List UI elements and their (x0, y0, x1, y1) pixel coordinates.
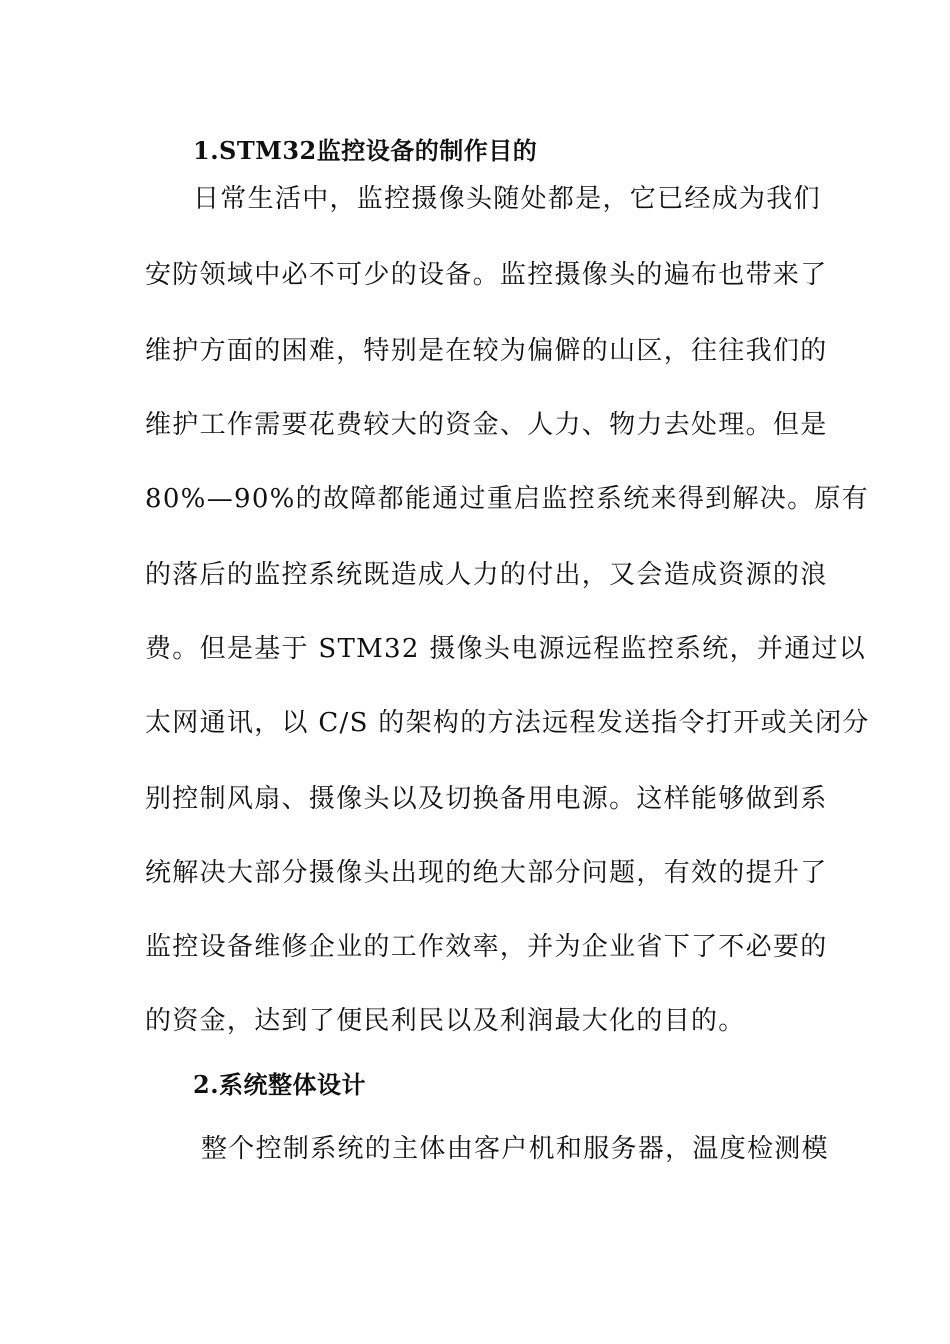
paragraph-line: 统解决大部分摄像头出现的绝大部分问题，有效的提升了 (145, 858, 828, 888)
paragraph-line: 日常生活中，监控摄像头随处都是，它已经成为我们 (193, 184, 821, 214)
section-heading: 2.系统整体设计 (193, 1070, 367, 1099)
paragraph-line: 维护方面的困难，特别是在较为偏僻的山区，往往我们的 (145, 336, 828, 366)
paragraph-line: 太网通讯，以 C/S 的架构的方法远程发送指令打开或关闭分 (145, 708, 870, 738)
paragraph-line: 安防领域中必不可少的设备。监控摄像头的遍布也带来了 (145, 260, 828, 290)
paragraph-line: 的落后的监控系统既造成人力的付出，又会造成资源的浪 (145, 560, 828, 590)
paragraph-line: 的资金，达到了便民利民以及利润最大化的目的。 (145, 1006, 746, 1036)
paragraph-line: 维护工作需要花费较大的资金、人力、物力去处理。但是 (145, 410, 828, 440)
paragraph-line: 费。但是基于 STM32 摄像头电源远程监控系统，并通过以 (145, 634, 867, 664)
paragraph-line: 80%—90%的故障都能通过重启监控系统来得到解决。原有 (145, 484, 869, 514)
paragraph-line: 监控设备维修企业的工作效率，并为企业省下了不必要的 (145, 932, 828, 962)
section-heading: 1.STM32监控设备的制作目的 (193, 136, 538, 165)
paragraph-line: 整个控制系统的主体由客户机和服务器，温度检测模 (201, 1134, 829, 1164)
paragraph-line: 别控制风扇、摄像头以及切换备用电源。这样能够做到系 (145, 784, 828, 814)
